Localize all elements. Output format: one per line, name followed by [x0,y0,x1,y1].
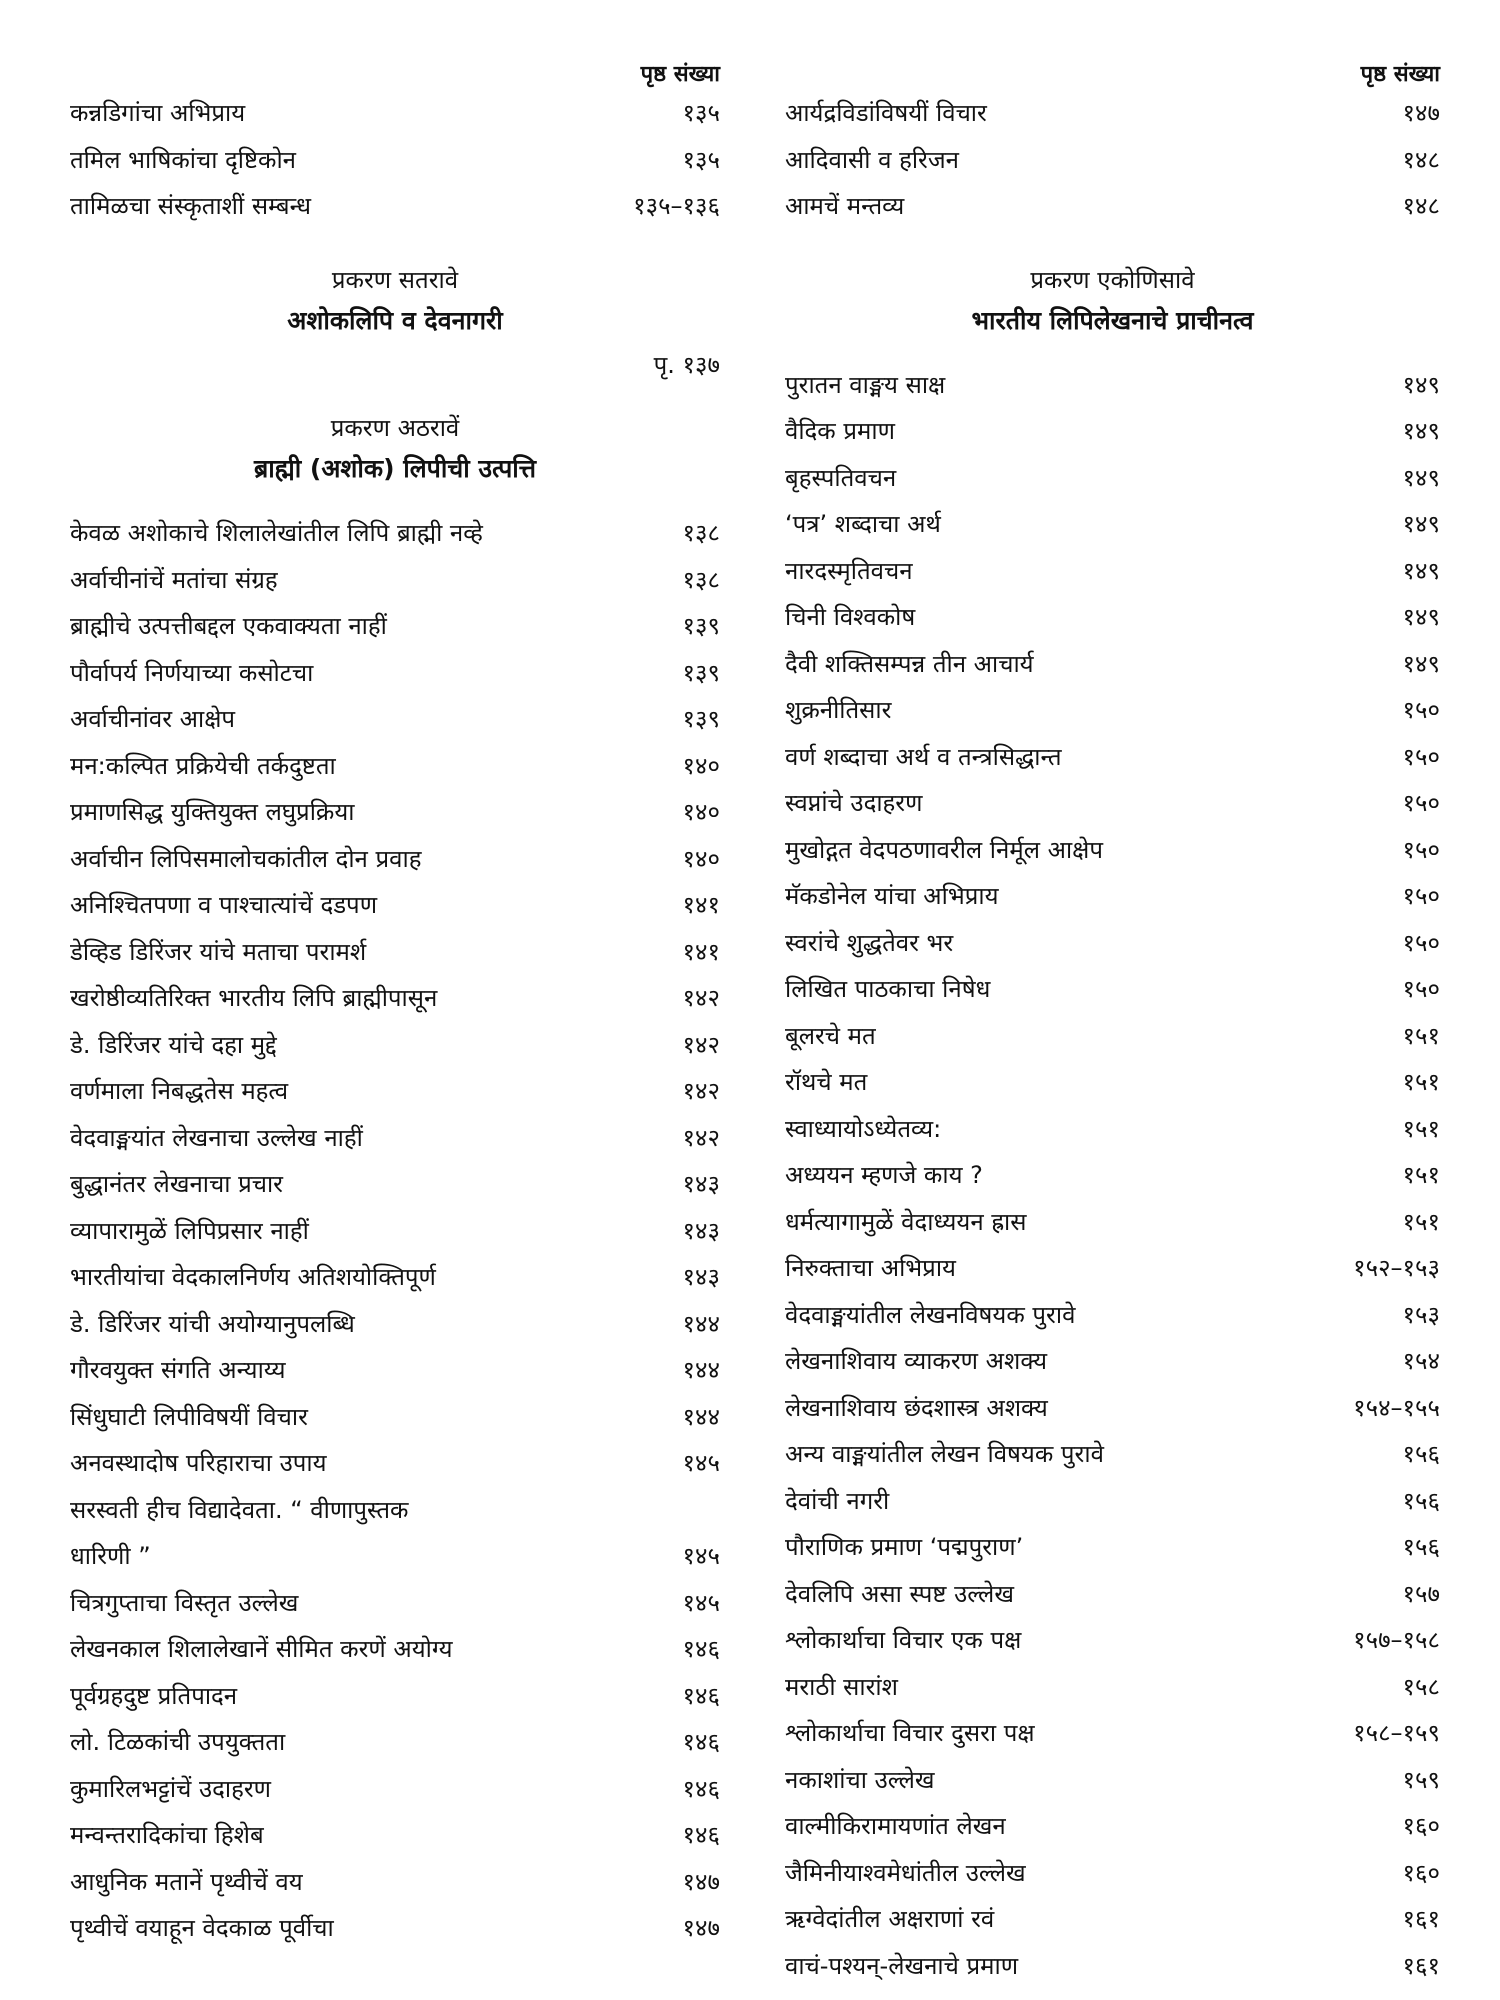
entry-title: धर्मत्यागामुळें वेदाध्ययन ह्रास [785,1207,1027,1236]
entry-title: गौरवयुक्त संगति अन्याय्य [70,1356,286,1384]
entry-title: आदिवासी व हरिजन [785,145,959,174]
toc-entry [70,557,720,604]
entry-title: श्लोकार्थाचा विचार दुसरा पक्ष [785,1719,1035,1747]
right-column [785,60,1440,1989]
entry-page-number: १४६ [682,1774,720,1803]
entry-title: वर्णमाला निबद्धतेस महत्व [70,1077,289,1105]
toc-entry [785,1571,1440,1618]
entry-page-number: १५१ [1402,1161,1440,1189]
toc-entry [785,1199,1440,1246]
entry-title: बृहस्पतिवचन [785,463,897,492]
entry-page-number: १३९ [682,705,720,733]
entry-title: बुद्धानंतर लेखनाचा प्रचार [70,1170,283,1198]
entry-page-number: १५० [1402,975,1440,1003]
toc-entry [785,1106,1440,1153]
toc-entry [70,1487,720,1534]
entry-title: डे. डिरिंजर यांचे दहा मुद्दे [70,1030,277,1059]
entry-page-number: १५० [1402,696,1440,724]
toc-entry [70,1812,720,1859]
entry-title: अर्वाचीनांवर आक्षेप [70,705,236,733]
toc-entry [785,548,1440,595]
entry-page-number: १६१ [1402,1951,1440,1980]
entry-title: स्वाध्यायोऽध्येतव्य: [785,1114,942,1143]
toc-entry [70,1394,720,1441]
entry-page-number: १४६ [682,1635,720,1663]
chapter-page-ref: पृ. १३७ [653,350,720,379]
entry-page-number: १४९ [1402,417,1440,445]
entry-title: कन्नडिगांचा अभिप्राय [70,99,246,127]
toc-entry [785,734,1440,781]
entry-title: ब्राह्मीचे उत्पत्तीबद्दल एकवाक्यता नाहीं [70,612,387,640]
entry-page-number: १४७ [682,1867,720,1896]
entry-page-number: १५४ [1402,1347,1440,1375]
toc-entry [70,510,720,557]
entry-page-number: १४२ [682,1030,720,1059]
entry-title: नकाशांचा उल्लेख [785,1765,935,1794]
entry-page-number: १५१ [1402,1068,1440,1096]
top-entries [70,90,720,230]
entry-title: लेखनाशिवाय छंदशास्त्र अशक्य [785,1393,1048,1422]
entry-page-number: १५० [1402,789,1440,817]
entry-title: मॅकडोनेल यांचा अभिप्राय [785,882,999,910]
toc-entry [70,1068,720,1115]
entry-page-number: १४६ [682,1821,720,1849]
toc-entry [785,501,1440,548]
left-column [70,60,720,1952]
entry-page-number: १५६ [1402,1486,1440,1515]
entry-page-number: १३९ [682,658,720,687]
toc-entry [70,1859,720,1906]
entry-title: पुरातन वाङ्मय साक्ष [785,370,946,399]
toc-entry [785,1524,1440,1571]
toc-entry [785,1710,1440,1757]
entry-page-number: १६० [1402,1858,1440,1887]
entry-page-number: १५० [1402,742,1440,771]
toc-entry [785,687,1440,734]
entry-title: बूलरचे मत [785,1021,876,1050]
entry-title: पूर्वग्रहदुष्ट प्रतिपादन [70,1681,238,1710]
entry-page-number: १३९ [682,612,720,640]
toc-entry [785,137,1440,184]
entry-page-number: १४१ [682,937,720,966]
entry-title: स्वरांचे शुद्धतेवर भर [785,928,954,957]
entry-title: सरस्वती हीच विद्यादेवता. “ वीणापुस्तक [70,1495,409,1524]
entry-page-number: १४५ [682,1588,720,1617]
entry-page-number: १५४–१५५ [1353,1393,1440,1422]
entry-page-number: १५० [1402,882,1440,910]
entry-page-number: १४८ [1402,145,1440,174]
entry-title: शुक्रनीतिसार [785,696,892,724]
toc-entry [70,929,720,976]
toc-entry [785,1757,1440,1804]
entry-page-number: १४६ [682,1728,720,1756]
toc-entry [785,920,1440,967]
entry-title: मन्वन्तरादिकांचा हिशेब [70,1821,264,1849]
entry-title: चित्रगुप्ताचा विस्तृत उल्लेख [70,1588,299,1617]
entry-title: सिंधुघाटी लिपीविषयीं विचार [70,1402,308,1431]
entry-page-number: १६० [1402,1812,1440,1840]
toc-entry [70,836,720,883]
toc-entry [785,594,1440,641]
entry-title: वेदवाङ्मयांत लेखनाचा उल्लेख नाहीं [70,1123,363,1152]
entry-title: अर्वाचीनांचें मतांचा संग्रह [70,565,278,594]
chapter-label: प्रकरण एकोणिसावे [1030,265,1195,294]
toc-entry [70,789,720,836]
entry-title: श्लोकार्थाचा विचार एक पक्ष [785,1626,1022,1654]
entry-page-number: १४५ [682,1449,720,1477]
entry-page-number: १४४ [682,1309,720,1338]
toc-entry [70,603,720,650]
entry-title: स्वप्नांचे उदाहरण [785,789,923,817]
entry-title: पौर्वापर्य निर्णयाच्या कसोटचा [70,658,314,687]
toc-entry [70,1254,720,1301]
entry-title: धारिणी ” [70,1542,151,1570]
entry-title: देवलिपि असा स्पष्ट उल्लेख [785,1579,1014,1608]
toc-entry [70,1580,720,1627]
entry-title: चिनी विश्वकोष [785,603,916,631]
chapter-entries [70,510,720,1952]
entry-page-number: १३५ [682,99,720,127]
entry-title: अध्ययन म्हणजे काय ? [785,1161,983,1189]
entry-title: ‘पत्र’ शब्दाचा अर्थ [785,510,941,538]
entry-page-number: १४१ [682,891,720,919]
toc-entry [70,1161,720,1208]
toc-entry [70,1719,720,1766]
toc-entry [70,696,720,743]
entry-page-number: १४२ [682,1077,720,1105]
toc-entry [70,975,720,1022]
entry-page-number: १५१ [1402,1207,1440,1236]
toc-entry [785,827,1440,874]
entry-page-number: १३८ [682,565,720,594]
entry-page-number: १४७ [1402,99,1440,127]
toc-entry [785,1617,1440,1664]
toc-entry [70,1301,720,1348]
entry-title: अर्वाचीन लिपिसमालोचकांतील दोन प्रवाह [70,844,422,873]
entry-title: लिखित पाठकाचा निषेध [785,975,991,1003]
toc-entry [785,1013,1440,1060]
entry-title: तमिल भाषिकांचा दृष्टिकोन [70,145,297,174]
entry-title: ऋग्वेदांतील अक्षराणां रवं [785,1905,995,1933]
chapter-title: ब्राह्मी (अशोक) लिपीची उत्पत्ति [253,454,537,483]
entry-page-number: १४५ [682,1542,720,1570]
toc-entry [785,455,1440,502]
toc-entry [785,1850,1440,1897]
entry-title: लो. टिळकांची उपयुक्तता [70,1728,286,1756]
entry-page-number: १४६ [682,1681,720,1710]
chapter-label: प्रकरण अठरावें [330,414,460,442]
entry-title: प्रमाणसिद्ध युक्तियुक्त लघुप्रक्रिया [70,798,355,826]
entry-title: अनिश्चितपणा व पाश्चात्यांचें दडपण [70,891,378,919]
toc-entry [785,873,1440,920]
toc-entry [70,1533,720,1580]
entry-page-number: १४९ [1402,510,1440,538]
entry-page-number: १४९ [1402,649,1440,678]
toc-entry [785,1803,1440,1850]
entry-page-number: १५३ [1402,1300,1440,1329]
entry-title: वेदवाङ्मयांतील लेखनविषयक पुरावे [785,1300,1076,1329]
entry-page-number: १५६ [1402,1440,1440,1468]
toc-entry [70,90,720,137]
entry-page-number: १५६ [1402,1533,1440,1561]
toc-entry [785,183,1440,230]
entry-title: नारदस्मृतिवचन [785,556,913,585]
entry-title: लेखनाशिवाय व्याकरण अशक्य [785,1347,1048,1375]
top-entries [785,90,1440,230]
toc-entry [785,1338,1440,1385]
entry-title: अनवस्थादोष परिहाराचा उपाय [70,1449,327,1477]
entry-title: वर्ण शब्दाचा अर्थ व तन्त्रसिद्धान्त [785,742,1062,771]
entry-page-number: १५८ [1402,1672,1440,1701]
toc-entry [785,641,1440,688]
entry-title: वाचं-पश्यन्-लेखनाचे प्रमाण [785,1951,1019,1980]
entry-title: मन:कल्पित प्रक्रियेची तर्कदुष्टता [70,751,336,780]
entry-page-number: १४३ [682,1263,720,1291]
chapter-title: अशोकलिपि व देवनागरी [287,305,503,335]
chapter-entries [785,362,1440,1990]
entry-title: लेखनकाल शिलालेखानें सीमित करणें अयोग्य [70,1635,453,1663]
entry-title: वैदिक प्रमाण [785,417,895,445]
toc-entry [70,1022,720,1069]
toc-entry [785,1431,1440,1478]
toc-entry [785,1896,1440,1943]
entry-page-number: १३५ [682,145,720,174]
toc-entry [70,1440,720,1487]
toc-entry [785,1478,1440,1525]
toc-entry [785,1385,1440,1432]
entry-page-number: १५२–१५३ [1353,1254,1440,1282]
page-number-header: पृष्ठ संख्या [1360,62,1440,87]
entry-title: केवळ अशोकाचे शिलालेखांतील लिपि ब्राह्मी नव्हे [70,519,483,547]
entry-title: पौराणिक प्रमाण ‘पद्मपुराण’ [785,1533,1024,1561]
entry-title: डेव्हिड डिरिंजर यांचे मताचा परामर्श [70,937,367,966]
toc-entry [70,650,720,697]
toc-entry [70,743,720,790]
entry-page-number: १५७–१५८ [1353,1626,1440,1654]
entry-page-number: १५९ [1402,1765,1440,1794]
entry-title: आमचें मन्तव्य [785,192,905,220]
entry-page-number: १४० [682,798,720,826]
toc-entry [70,1766,720,1813]
entry-title: निरुक्ताचा अभिप्राय [785,1254,956,1282]
toc-entry [785,780,1440,827]
entry-page-number: १५८–१५९ [1353,1719,1440,1747]
entry-page-number: १४९ [1402,463,1440,492]
toc-entry [785,1152,1440,1199]
page-number-header: पृष्ठ संख्या [640,62,720,87]
entry-title: तामिळचा संस्कृताशीं सम्बन्ध [70,192,311,220]
entry-title: आर्यद्रविडांविषयीं विचार [785,99,987,127]
entry-title: डे. डिरिंजर यांची अयोग्यानुपलब्धि [70,1309,355,1338]
entry-title: दैवी शक्तिसम्पन्न तीन आचार्य [785,649,1034,678]
toc-entry [70,137,720,184]
chapter-label: प्रकरण सतरावे [331,265,459,294]
toc-entry [785,1943,1440,1990]
entry-title: पृथ्वीचें वयाहून वेदकाळ पूर्वीचा [70,1914,334,1942]
toc-entry [70,1208,720,1255]
toc-entry [785,362,1440,409]
entry-title: मराठी सारांश [785,1672,898,1701]
entry-title: कुमारिलभट्टांचें उदाहरण [70,1774,272,1803]
entry-page-number: १५० [1402,928,1440,957]
entry-page-number: १५७ [1402,1579,1440,1608]
entry-page-number: १४४ [682,1356,720,1384]
toc-entry [70,1115,720,1162]
entry-title: जैमिनीयाश्वमेधांतील उल्लेख [785,1858,1026,1887]
entry-title: आधुनिक मतानें पृथ्वीचें वय [70,1867,303,1896]
entry-page-number: १४४ [682,1402,720,1431]
entry-page-number: १५० [1402,835,1440,864]
toc-entry [785,966,1440,1013]
entry-page-number: १४३ [682,1170,720,1198]
toc-entry [70,882,720,929]
entry-page-number: १३५–१३६ [633,192,720,220]
entry-title: व्यापारामुळें लिपिप्रसार नाहीं [70,1216,309,1245]
entry-page-number: १५१ [1402,1021,1440,1050]
entry-title: देवांची नगरी [785,1486,890,1515]
entry-title: मुखोद्गत वेदपठणावरील निर्मूल आक्षेप [785,835,1103,864]
toc-entry [785,1059,1440,1106]
entry-page-number: १४८ [1402,192,1440,220]
entry-page-number: १४२ [682,1123,720,1152]
toc-entry [785,408,1440,455]
entry-page-number: १४९ [1402,556,1440,585]
entry-page-number: १५१ [1402,1114,1440,1143]
entry-title: भारतीयांचा वेदकालनिर्णय अतिशयोक्तिपूर्ण [70,1263,436,1291]
entry-page-number: १६१ [1402,1905,1440,1933]
entry-page-number: १४७ [682,1914,720,1942]
entry-page-number: १४२ [682,984,720,1012]
entry-page-number: १३८ [682,519,720,547]
toc-entry [785,1664,1440,1711]
entry-title: अन्य वाङ्मयांतील लेखन विषयक पुरावे [785,1440,1104,1468]
toc-entry [70,1905,720,1952]
chapter-title: भारतीय लिपिलेखनाचे प्राचीनत्व [971,305,1254,335]
entry-title: खरोष्ठीव्यतिरिक्त भारतीय लिपि ब्राह्मीपासून [70,984,438,1012]
entry-title: रॉथचे मत [785,1068,868,1096]
entry-page-number: १४९ [1402,370,1440,399]
toc-entry [70,1347,720,1394]
toc-entry [785,90,1440,137]
entry-title: वाल्मीकिरामायणांत लेखन [785,1812,1006,1840]
toc-entry [785,1292,1440,1339]
toc-entry [70,183,720,230]
entry-page-number: १४९ [1402,603,1440,631]
toc-entry [70,1673,720,1720]
entry-page-number: १४३ [682,1216,720,1245]
entry-page-number: १४० [682,751,720,780]
entry-page-number: १४० [682,844,720,873]
toc-entry [70,1626,720,1673]
toc-entry [785,1245,1440,1292]
